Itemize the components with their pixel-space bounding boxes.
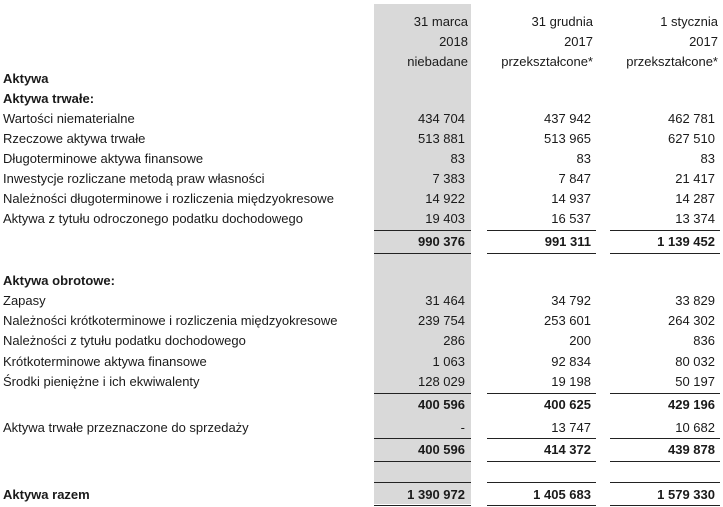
header-date: 31 grudnia (531, 14, 593, 29)
row-label: Wartości niematerialne (3, 111, 135, 126)
value-col3: 462 781 (668, 111, 715, 126)
row-label: Krótkoterminowe aktywa finansowe (3, 354, 207, 369)
value-col3: 439 878 (668, 442, 715, 457)
header-year: 2018 (439, 34, 468, 49)
value-col3: 83 (700, 151, 715, 166)
table-row (0, 189, 723, 209)
table-row (0, 109, 723, 129)
value-col2: 437 942 (544, 111, 591, 126)
header-note: przekształcone* (501, 54, 593, 69)
value-col3: 10 682 (675, 420, 715, 435)
value-col1: 19 403 (425, 211, 465, 226)
subtotal-rule (610, 393, 720, 394)
row-label: Należności z tytułu podatku dochodowego (3, 333, 246, 348)
row-label: Zapasy (3, 293, 46, 308)
row-label: Środki pieniężne i ich ekwiwalenty (3, 374, 200, 389)
table-row (0, 169, 723, 189)
value-col3: 50 197 (675, 374, 715, 389)
value-col1: 14 922 (425, 191, 465, 206)
value-col3: 1 139 452 (657, 234, 715, 249)
section-title-label: Aktywa obrotowe: (3, 273, 115, 288)
header-note: niebadane (407, 54, 468, 69)
subtotal-rule (487, 393, 596, 394)
value-col2: 83 (576, 151, 591, 166)
value-col2: 14 937 (551, 191, 591, 206)
row-label: Należności długoterminowe i rozliczenia międzyokresowe (3, 191, 334, 206)
value-col2: 7 847 (558, 171, 591, 186)
section-title-current (0, 271, 723, 291)
subtotal-rule (610, 438, 720, 439)
row-label: Aktywa trwałe przeznaczone do sprzedaży (3, 420, 249, 435)
value-col2: 13 747 (551, 420, 591, 435)
subtotal-rule (374, 438, 471, 439)
value-col1: 400 596 (418, 442, 465, 457)
value-col1: 83 (450, 151, 465, 166)
value-col1: 434 704 (418, 111, 465, 126)
value-col2: 253 601 (544, 313, 591, 328)
value-col2: 19 198 (551, 374, 591, 389)
grand-total-rule (374, 482, 471, 483)
value-col1: 990 376 (418, 234, 465, 249)
value-col2: 34 792 (551, 293, 591, 308)
value-col1: 31 464 (425, 293, 465, 308)
value-col1: 1 063 (432, 354, 465, 369)
value-col1: 128 029 (418, 374, 465, 389)
total-rule (610, 253, 720, 254)
column-header-31-march-2018 (407, 12, 468, 72)
value-col3: 21 417 (675, 171, 715, 186)
grand-total-rule (487, 505, 596, 506)
total-rule (610, 461, 720, 462)
total-rule (487, 461, 596, 462)
value-col2: 1 405 683 (533, 487, 591, 502)
grand-total-rule (610, 505, 720, 506)
total-rule (487, 253, 596, 254)
subtotal-rule (374, 230, 471, 231)
value-col1: 1 390 972 (407, 487, 465, 502)
table-row (0, 372, 723, 392)
value-col1: - (460, 420, 465, 435)
value-col2: 200 (569, 333, 591, 348)
row-label: Inwestycje rozliczane metodą praw własności (3, 171, 265, 186)
value-col2: 16 537 (551, 211, 591, 226)
row-label: Długoterminowe aktywa finansowe (3, 151, 204, 166)
row-label: Aktywa razem (3, 487, 90, 502)
header-date: 1 stycznia (660, 14, 718, 29)
value-col3: 1 579 330 (657, 487, 715, 502)
grand-total-rule (374, 505, 471, 506)
section-title-non-current (0, 89, 723, 109)
non-current-total-row (0, 232, 723, 252)
header-year: 2017 (564, 34, 593, 49)
value-col1: 513 881 (418, 131, 465, 146)
section-title-label: Aktywa (3, 71, 49, 86)
table-row (0, 331, 723, 351)
value-col2: 513 965 (544, 131, 591, 146)
value-col3: 33 829 (675, 293, 715, 308)
row-label: Aktywa z tytułu odroczonego podatku dochodowego (3, 211, 303, 226)
value-col1: 400 596 (418, 397, 465, 412)
value-col2: 991 311 (544, 234, 591, 249)
section-title-assets (0, 69, 723, 89)
header-note: przekształcone* (626, 54, 718, 69)
header-date: 31 marca (413, 14, 468, 29)
row-label: Rzeczowe aktywa trwałe (3, 131, 146, 146)
held-for-sale-row (0, 418, 723, 438)
total-rule (374, 253, 471, 254)
grand-total-row (0, 485, 723, 505)
subtotal-rule (610, 230, 720, 231)
table-row (0, 209, 723, 229)
subtotal-rule (374, 393, 471, 394)
header-year: 2017 (689, 34, 718, 49)
column-header-31-december-2017 (501, 12, 593, 72)
value-col2: 400 625 (544, 397, 591, 412)
value-col2: 92 834 (551, 354, 591, 369)
subtotal-rule (487, 230, 596, 231)
current-total-row (0, 440, 723, 460)
value-col3: 836 (693, 333, 715, 348)
value-col3: 264 302 (668, 313, 715, 328)
row-label: Należności krótkoterminowe i rozliczenia międzyokresowe (3, 313, 338, 328)
table-row (0, 311, 723, 331)
value-col3: 429 196 (668, 397, 715, 412)
table-row (0, 149, 723, 169)
subtotal-rule (487, 438, 596, 439)
table-row (0, 291, 723, 311)
value-col1: 7 383 (432, 171, 465, 186)
column-header-1-january-2017 (626, 12, 718, 72)
value-col3: 80 032 (675, 354, 715, 369)
value-col3: 627 510 (668, 131, 715, 146)
current-subtotal-row (0, 395, 723, 415)
grand-total-rule (487, 482, 596, 483)
table-row (0, 352, 723, 372)
grand-total-rule (610, 482, 720, 483)
value-col2: 414 372 (544, 442, 591, 457)
table-row (0, 129, 723, 149)
value-col1: 239 754 (418, 313, 465, 328)
value-col3: 13 374 (675, 211, 715, 226)
value-col1: 286 (443, 333, 465, 348)
section-title-label: Aktywa trwałe: (3, 91, 95, 106)
total-rule (374, 461, 471, 462)
value-col3: 14 287 (675, 191, 715, 206)
